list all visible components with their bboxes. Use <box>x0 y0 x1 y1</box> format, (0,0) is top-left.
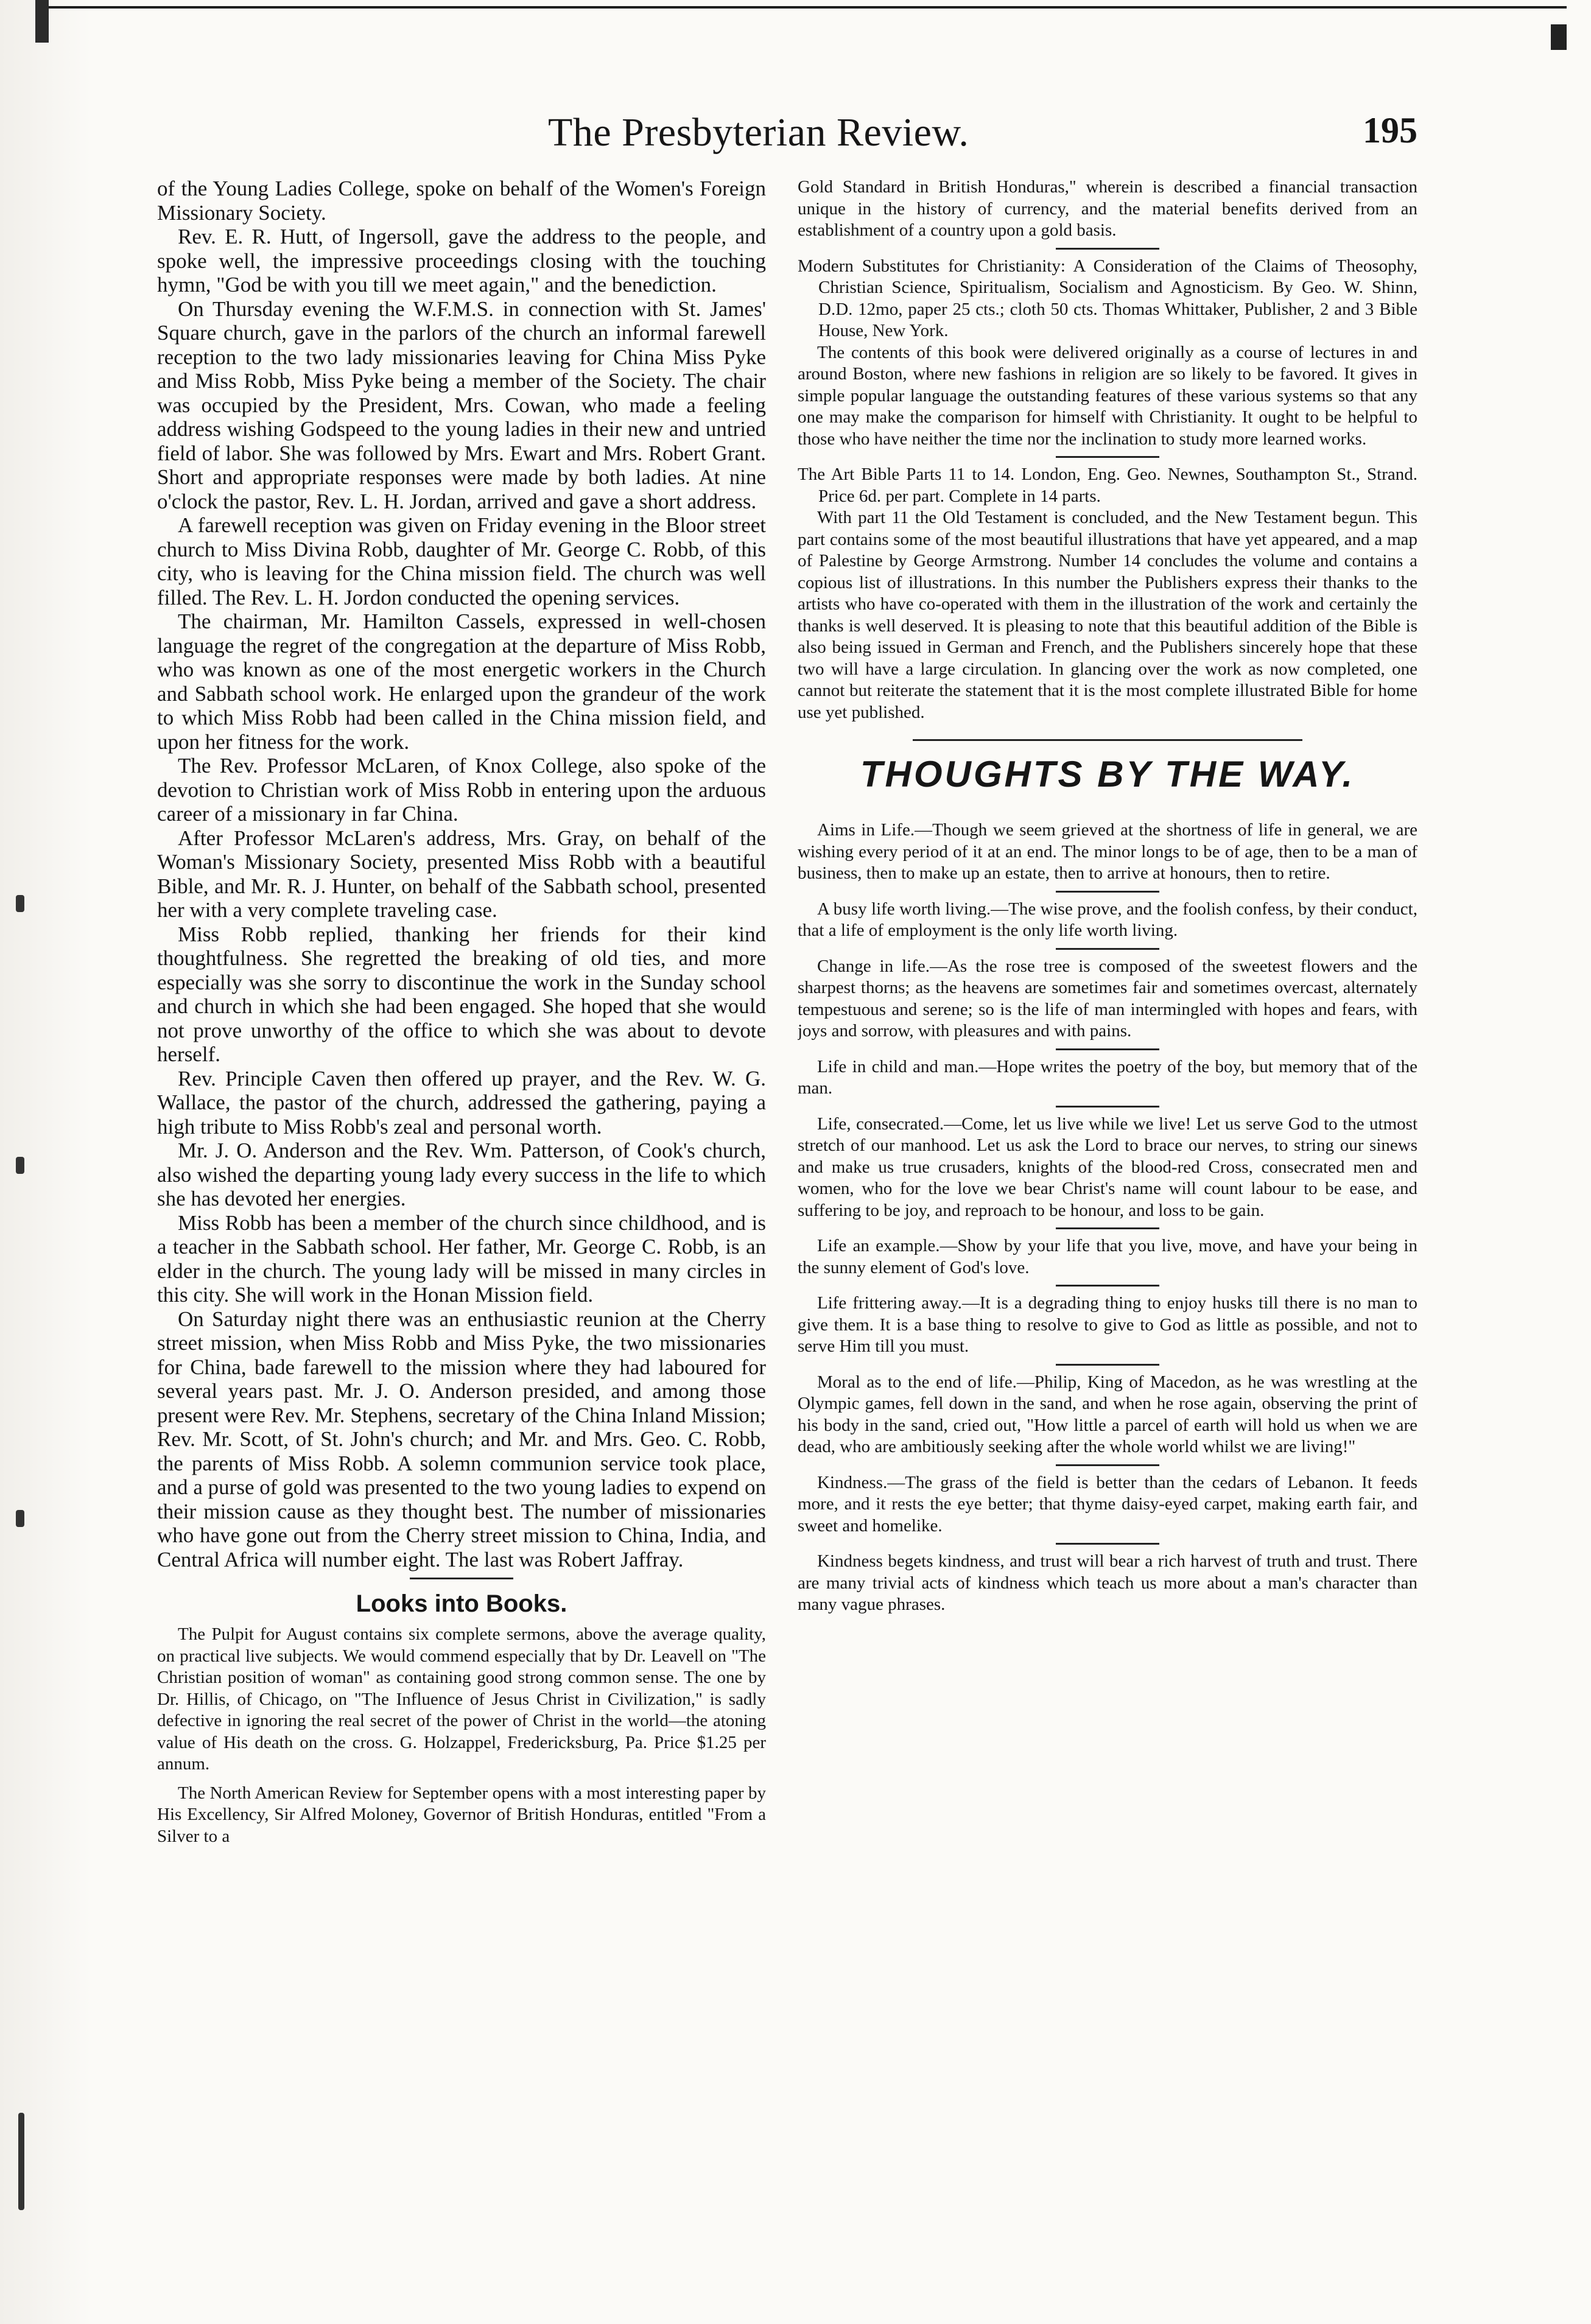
page <box>157 104 1417 2295</box>
page-header <box>157 104 1417 164</box>
paragraph: A farewell reception was given on Friday evening in the Bloor street church to Miss Divina Robb, daughter of Mr. George C. Robb, of this city, who is leaving for the China mission field. The church was well filled. The Rev. L. H. Jordon conducted the opening services. <box>157 513 766 609</box>
divider <box>1056 248 1159 250</box>
book-entry: Modern Substitutes for Christianity: A Consideration of the Claims of Theosophy, Christian Science, Spiritualism, Socialism and Agnosticism. By Geo. W. Shinn, D.D. 12mo, paper 25 cts.; cloth 50 cts. Thomas Whittaker, Publisher, 2 and 3 Bible House, New York. <box>798 256 1417 340</box>
right-column <box>798 177 1417 2283</box>
thought-item: Life, consecrated.—Come, let us live while we live! Let us serve God to the utmost stretch of our manhood. Let us ask the Lord to brace our nerves, to string our sinews and make us true crusaders, knights of the blood-red Cross, consecrated men and women, who for the love we bear Christ's name will count labour to be ease, and suffering to be joy, and reproach to be honour, and loss to be gain. <box>798 1114 1417 1220</box>
corner-mark <box>1551 24 1567 50</box>
edge-mark <box>16 895 24 912</box>
paragraph: Mr. J. O. Anderson and the Rev. Wm. Patterson, of Cook's church, also wished the departing young lady every success in the life to which she has devoted her energies. <box>157 1139 766 1210</box>
paragraph: The Pulpit for August contains six complete sermons, above the average quality, on practical live subjects. We would commend especially that by Dr. Leavell on "The Christian position of woman" as containing good strong common sense. The one by Dr. Hillis, of Chicago, on "The Influence of Jesus Christ in Civilization," is sadly defective in ignoring the real secret of the power of Christ in the world—the atoning value of His death on the cross. G. Holzappel, Fredericksburg, Pa. Price $1.25 per annum. <box>157 1624 766 1774</box>
section-title: THOUGHTS BY THE WAY. <box>860 754 1355 795</box>
thought-item: Change in life.—As the rose tree is composed of the sweetest flowers and the sharpest thorns; as the heavens are sometimes fair and sometimes overcast, alternately tempestuous and serene; so is the life of man intermingled with hopes and fears, with joys and sorrow, with pleasures and with pains. <box>798 956 1417 1041</box>
thought-item: Life in child and man.—Hope writes the poetry of the boy, but memory that of the man. <box>798 1056 1417 1098</box>
divider <box>1056 1364 1159 1366</box>
thought-item: Moral as to the end of life.—Philip, King of Macedon, as he was wrestling at the Olympic games, fell down in the sand, and when he rose again, observing the print of his body in the sand, cried out, "How little a parcel of earth will hold us when we are dead, who are ambitiously seeking after the whole world whilst we are living!" <box>798 1372 1417 1456</box>
section-rule <box>913 739 1302 741</box>
spacer <box>157 1775 766 1783</box>
book-entry: The Art Bible Parts 11 to 14. London, Eng. Geo. Newnes, Southampton St., Strand. Price 6d. per part. Complete in 14 parts. <box>798 465 1417 506</box>
divider <box>1056 1464 1159 1466</box>
divider <box>1056 1285 1159 1287</box>
divider <box>1056 891 1159 893</box>
divider <box>1056 456 1159 458</box>
edge-mark <box>16 1510 24 1527</box>
edge-mark <box>16 1157 24 1174</box>
paragraph: The Rev. Professor McLaren, of Knox College, also spoke of the devotion to Christian work of Miss Robb in entering upon the arduous career of a missionary in far China. <box>157 754 766 826</box>
thought-item: Kindness begets kindness, and trust will bear a rich harvest of truth and trust. There are many trivial acts of kindness which teach us more about a man's character than many vague phrases. <box>798 1551 1417 1614</box>
paragraph: Gold Standard in British Honduras," wherein is described a financial transaction unique in the history of currency, and the material benefits derived from an establishment of a country upon a gold basis. <box>798 177 1417 240</box>
thought-item: Aims in Life.—Though we seem grieved at the shortness of life in general, we are wishing every period of it at an end. The minor longs to be of age, then to be a man of business, then to make up an estate, then to arrive at honours, then to retire. <box>798 820 1417 883</box>
paragraph: The chairman, Mr. Hamilton Cassels, expressed in well-chosen language the regret of the congregation at the departure of Miss Robb, who was known as one of the most energetic workers in the Church and Sabbath school work. He enlarged upon the grandeur of the work to which Miss Robb had been called in the China mission field, and upon her fitness for the work. <box>157 609 766 754</box>
paragraph: Rev. E. R. Hutt, of Ingersoll, gave the address to the people, and spoke well, the impressive proceedings closing with the touching hymn, "God be with you till we meet again," and the benediction. <box>157 225 766 297</box>
paragraph: The North American Review for September opens with a most interesting paper by His Excellency, Sir Alfred Moloney, Governor of British Honduras, entitled "From a Silver to a <box>157 1783 766 1846</box>
divider <box>1056 948 1159 950</box>
divider <box>1056 1106 1159 1108</box>
paragraph: Miss Robb has been a member of the church since childhood, and is a teacher in the Sabbath school. Her father, Mr. George C. Robb, is an elder in the church. The young lady will be missed in many circles in this city. She will work in the Honan Mission field. <box>157 1210 766 1307</box>
thought-item: Life an example.—Show by your life that you live, move, and have your being in the sunny element of God's love. <box>798 1236 1417 1277</box>
section-title: Looks into Books. <box>356 1590 567 1617</box>
binding-shadow <box>0 0 91 2324</box>
edge-mark <box>35 0 49 43</box>
paragraph: On Saturday night there was an enthusiastic reunion at the Cherry street mission, when Miss Robb and Miss Pyke, the two missionaries for China, bade farewell to the mission where they had laboured for several years past. Mr. J. O. Anderson presided, and among those present were Rev. Mr. Stephens, secretary of the China Inland Mission; Rev. Mr. Scott, of St. John's church; and Mr. and Mrs. Geo. C. Robb, the parents of Miss Robb. A solemn communion service took place, and a purse of gold was presented to the two young ladies to expend on their mission cause as they thought best. The number of missionaries who have gone out from the Cherry street mission to China, India, and Central Africa will number eight. The last was Robert Jaffray. <box>157 1307 766 1571</box>
paragraph: Miss Robb replied, thanking her friends for their kind thoughtfulness. She regretted the breaking of old ties, and more especially was she sorry to discontinue the work in the Sunday school and church in which she had been engaged. She hoped that she would not prove unworthy of the office to which she was about to devote herself. <box>157 922 766 1066</box>
thought-item: Kindness.—The grass of the field is better than the cedars of Lebanon. It feeds more, and it rests the eye better; that thyme daisy-eyed carpet, making earth fair, and sweet and homelike. <box>798 1472 1417 1536</box>
thought-item: Life frittering away.—It is a degrading thing to enjoy husks till there is no man to give them. It is a base thing to resolve to give to God as little as possible, and not to serve Him till you must. <box>798 1293 1417 1356</box>
running-title: The Presbyterian Review. <box>548 110 969 155</box>
paragraph: of the Young Ladies College, spoke on behalf of the Women's Foreign Missionary Society. <box>157 177 766 225</box>
section-rule <box>410 1578 513 1579</box>
divider <box>1056 1048 1159 1050</box>
paragraph: The contents of this book were delivered originally as a course of lectures in and around Boston, where new fashions in religion are so likely to be favored. It gives in simple popular language the outstanding features of these various systems so that any one may make the comparison for himself with Christianity. It ought to be helpful to those who have neither the time nor the inclination to study more learned works. <box>798 342 1417 449</box>
divider <box>1056 1543 1159 1545</box>
paragraph: After Professor McLaren's address, Mrs. Gray, on behalf of the Woman's Missionary Society, presented Miss Robb with a beautiful Bible, and Mr. R. J. Hunter, on behalf of the Sabbath school, presented her with a very complete traveling case. <box>157 826 766 922</box>
thought-item: A busy life worth living.—The wise prove, and the foolish confess, by their conduct, that a life of employment is the only life worth living. <box>798 899 1417 940</box>
paragraph: Rev. Principle Caven then offered up prayer, and the Rev. W. G. Wallace, the pastor of the church, addressed the gathering, paying a high tribute to Miss Robb's zeal and personal worth. <box>157 1066 766 1139</box>
paragraph: On Thursday evening the W.F.M.S. in connection with St. James' Square church, gave in the parlors of the church an informal farewell reception to the two lady missionaries leaving for China Miss Pyke and Miss Robb, Miss Pyke being a member of the Society. The chair was occupied by the President, Mrs. Cowan, who made a feeling address wishing Godspeed to the young ladies in their new and untried field of labor. She was followed by Mrs. Ewart and Mrs. Robert Grant. Short and appropriate responses were made by both ladies. At nine o'clock the pastor, Rev. L. H. Jordan, arrived and gave a short address. <box>157 297 766 513</box>
top-rule <box>37 6 1567 9</box>
paragraph: With part 11 the Old Testament is concluded, and the New Testament begun. This part contains some of the most beautiful illustrations that have yet appeared, and a map of Palestine by George Armstrong. Number 14 concludes the volume and contains a copious list of illustrations. In this number the Publishers express their thanks to the artists who have co-operated with them in the illustration of the work and certainly the thanks is well deserved. It is pleasing to note that this beautiful addition of the Bible is also being issued in German and French, and the Publishers sincerely hope that these two will have a large circulation. In glancing over the work as now completed, one cannot but reiterate the statement that it is the most complete illustrated Bible for home use yet published. <box>798 508 1417 722</box>
left-column <box>157 177 766 2283</box>
page-number: 195 <box>1363 110 1417 150</box>
divider <box>1056 1227 1159 1229</box>
edge-mark <box>18 2113 24 2210</box>
